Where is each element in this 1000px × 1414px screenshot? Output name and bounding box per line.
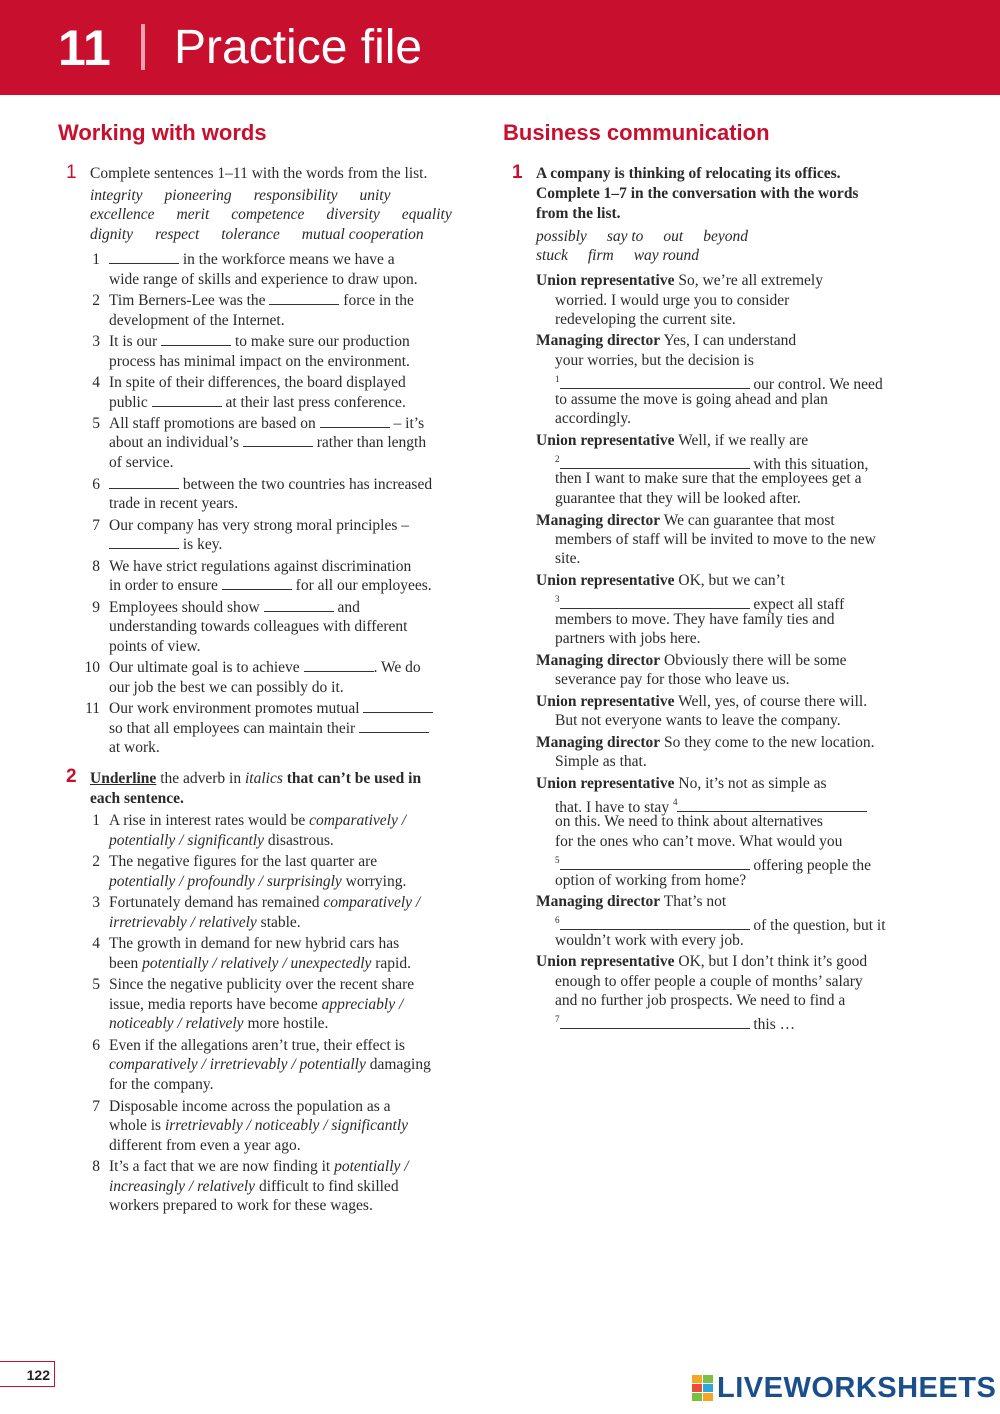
exercise-instruction: from the list. bbox=[536, 205, 621, 222]
speaker-label: Union representative bbox=[536, 775, 675, 792]
sentence-line: We have strict regulations against discrimination bbox=[109, 558, 412, 575]
speaker-label: Union representative bbox=[536, 272, 675, 289]
sentence-line: in order to ensure for all our employees. bbox=[109, 577, 432, 594]
item-number: 4 bbox=[92, 935, 100, 952]
item-number: 3 bbox=[92, 894, 100, 911]
page-title: Practice file bbox=[174, 21, 423, 74]
sentence-line: In spite of their differences, the board displayed bbox=[109, 374, 406, 391]
header-divider bbox=[141, 24, 145, 70]
sentence-line: potentially / profoundly / surprisingly worrying. bbox=[109, 873, 407, 890]
answer-blank[interactable] bbox=[560, 376, 750, 389]
liveworksheets-logo bbox=[692, 1372, 996, 1404]
sentence-line: Disposable income across the population as a bbox=[109, 1098, 391, 1115]
dialogue-line: wouldn’t work with every job. bbox=[555, 932, 744, 949]
sentence-line: Fortunately demand has remained comparatively / bbox=[109, 894, 421, 911]
word-item: say to bbox=[606, 228, 644, 245]
dialogue-line: $^1$ our control. We need bbox=[555, 374, 883, 393]
exercise-instruction: Underline the adverb in italics that can’t be used in bbox=[90, 770, 422, 787]
dialogue-line: severance pay for those who leave us. bbox=[555, 671, 790, 688]
sentence-line: Even if the allegations aren’t true, their effect is bbox=[109, 1037, 405, 1054]
dialogue-line: enough to offer people a couple of months’ salary bbox=[555, 973, 863, 990]
sentence-line: It is our to make sure our production bbox=[109, 333, 410, 350]
exercise-instruction: Complete sentences 1–11 with the words from the list. bbox=[90, 165, 428, 182]
answer-blank[interactable] bbox=[269, 292, 339, 305]
sentence-line: at work. bbox=[109, 739, 160, 756]
sentence-line: process has minimal impact on the environment. bbox=[109, 353, 410, 370]
page-header bbox=[0, 0, 1000, 95]
answer-blank[interactable] bbox=[320, 415, 390, 428]
word-list bbox=[536, 246, 699, 266]
item-number: 5 bbox=[92, 415, 100, 432]
sentence-line: issue, media reports have become appreciably / bbox=[109, 996, 404, 1013]
item-number: 1 bbox=[92, 251, 100, 268]
liveworksheets-icon bbox=[692, 1375, 713, 1401]
item-number: 5 bbox=[92, 976, 100, 993]
sentence-line: comparatively / irretrievably / potentially damaging bbox=[109, 1056, 431, 1073]
sentence-line: Since the negative publicity over the recent share bbox=[109, 976, 415, 993]
dialogue-line: on this. We need to think about alternatives bbox=[555, 813, 823, 830]
word-item: equality bbox=[401, 206, 452, 223]
sentence-line: All staff promotions are based on – it’s bbox=[109, 415, 425, 432]
item-number: 6 bbox=[92, 1037, 100, 1054]
dialogue-line: and no further job prospects. We need to find a bbox=[555, 992, 846, 1009]
dialogue-line: your worries, but the decision is bbox=[555, 352, 754, 369]
answer-blank[interactable] bbox=[359, 720, 429, 733]
sentence-line: is key. bbox=[109, 535, 222, 555]
answer-blank[interactable] bbox=[152, 394, 222, 407]
item-number: 7 bbox=[92, 517, 100, 534]
item-number: 2 bbox=[92, 292, 100, 309]
dialogue-line: to assume the move is going ahead and plan bbox=[555, 391, 828, 408]
dialogue-line: Managing director Obviously there will be some bbox=[536, 652, 847, 669]
word-item: excellence bbox=[90, 206, 155, 223]
dialogue-line: Union representative Well, yes, of course there will. bbox=[536, 693, 868, 710]
dialogue-line: Union representative Well, if we really are bbox=[536, 432, 809, 449]
word-item: diversity bbox=[326, 206, 380, 223]
answer-blank[interactable] bbox=[222, 577, 292, 590]
unit-number: 11 bbox=[58, 20, 111, 76]
sentence-line: wide range of skills and experience to draw upon. bbox=[109, 271, 418, 288]
sentence-line: Our ultimate goal is to achieve . We do bbox=[109, 659, 421, 676]
speaker-label: Managing director bbox=[536, 512, 661, 529]
answer-blank[interactable] bbox=[109, 536, 179, 549]
speaker-label: Managing director bbox=[536, 332, 661, 349]
dialogue-line: site. bbox=[555, 550, 581, 567]
page-number: 122 bbox=[0, 1361, 55, 1387]
item-number: 11 bbox=[85, 700, 100, 717]
word-item: mutual cooperation bbox=[301, 226, 424, 243]
dialogue-line: worried. I would urge you to consider bbox=[555, 292, 790, 309]
item-number: 1 bbox=[92, 812, 100, 829]
word-item: stuck bbox=[536, 247, 568, 264]
answer-blank[interactable] bbox=[304, 659, 374, 672]
word-list bbox=[90, 225, 424, 245]
sentence-line: understanding towards colleagues with different bbox=[109, 618, 408, 635]
speaker-label: Managing director bbox=[536, 734, 661, 751]
sentence-line: potentially / significantly disastrous. bbox=[109, 832, 334, 849]
sentence-line: been potentially / relatively / unexpectedly rapid. bbox=[109, 955, 411, 972]
answer-blank[interactable] bbox=[363, 700, 433, 713]
dialogue-line: for the ones who can’t move. What would you bbox=[555, 833, 843, 850]
dialogue-line: then I want to make sure that the employees get a bbox=[555, 470, 862, 487]
dialogue-line: Union representative OK, but we can’t bbox=[536, 572, 785, 589]
speaker-label: Union representative bbox=[536, 953, 675, 970]
word-list bbox=[90, 205, 452, 225]
adverb-options[interactable]: appreciably / bbox=[321, 996, 404, 1013]
answer-blank[interactable] bbox=[560, 917, 750, 930]
dialogue-line: $^2$ with this situation, bbox=[555, 454, 869, 473]
adverb-options[interactable]: noticeably / relatively bbox=[109, 1015, 244, 1032]
sentence-line: our job the best we can possibly do it. bbox=[109, 679, 344, 696]
word-item: out bbox=[663, 228, 684, 245]
item-number: 8 bbox=[92, 558, 100, 575]
dialogue-line: Managing director Yes, I can understand bbox=[536, 332, 797, 349]
section-title-working-with-words: Working with words bbox=[58, 120, 267, 145]
dialogue-line: redeveloping the current site. bbox=[555, 311, 736, 328]
adverb-options[interactable]: potentially / significantly bbox=[109, 832, 264, 849]
adverb-options[interactable]: potentially / profoundly / surprisingly bbox=[109, 873, 342, 890]
section-title-business-communication: Business communication bbox=[503, 120, 770, 145]
sentence-line: of service. bbox=[109, 454, 174, 471]
dialogue-line: Union representative No, it’s not as simple as bbox=[536, 775, 827, 792]
sentence-line: in the workforce means we have a bbox=[109, 250, 395, 270]
liveworksheets-brand: LIVEWORKSHEETS bbox=[717, 1371, 997, 1404]
speaker-label: Union representative bbox=[536, 432, 675, 449]
answer-blank[interactable] bbox=[243, 434, 313, 447]
adverb-options[interactable]: increasingly / relatively bbox=[109, 1178, 256, 1195]
exercise-number: 2 bbox=[66, 766, 77, 787]
answer-blank[interactable] bbox=[161, 333, 231, 346]
word-item: responsibility bbox=[253, 187, 338, 204]
exercise-number: 1 bbox=[66, 162, 77, 183]
sentence-line: trade in recent years. bbox=[109, 495, 239, 512]
dialogue-line: members of staff will be invited to move to the new bbox=[555, 531, 876, 548]
exercise-instruction: each sentence. bbox=[90, 790, 184, 807]
sentence-line: Our work environment promotes mutual bbox=[109, 699, 433, 719]
word-item: unity bbox=[359, 187, 391, 204]
sentence-line: development of the Internet. bbox=[109, 312, 285, 329]
word-item: firm bbox=[587, 247, 614, 264]
item-number: 9 bbox=[92, 599, 100, 616]
speaker-label: Union representative bbox=[536, 572, 675, 589]
dialogue-line: guarantee that they will be looked after. bbox=[555, 490, 801, 507]
dialogue-line: partners with jobs here. bbox=[555, 630, 701, 647]
dialogue-line: that. I have to stay $^4$ bbox=[555, 793, 867, 818]
item-number: 4 bbox=[92, 374, 100, 391]
item-number: 6 bbox=[92, 476, 100, 493]
sentence-line: It’s a fact that we are now finding it potentially / bbox=[109, 1158, 409, 1175]
dialogue-line: accordingly. bbox=[555, 410, 632, 427]
speaker-label: Union representative bbox=[536, 693, 675, 710]
adverb-options[interactable]: irretrievably / noticeably / significantly bbox=[164, 1117, 409, 1134]
item-number: 2 bbox=[92, 853, 100, 870]
word-item: respect bbox=[155, 226, 200, 243]
dialogue-line: $^7$ this … bbox=[555, 1014, 796, 1033]
dialogue-line: Managing director So they come to the new location. bbox=[536, 734, 875, 751]
sentence-line: public at their last press conference. bbox=[109, 394, 406, 411]
speaker-label: Managing director bbox=[536, 652, 661, 669]
sentence-line: so that all employees can maintain their bbox=[109, 719, 429, 739]
word-list bbox=[536, 227, 748, 247]
exercise-instruction: A company is thinking of relocating its offices. bbox=[536, 165, 841, 182]
sentence-line: The growth in demand for new hybrid cars has bbox=[109, 935, 400, 952]
dialogue-line: But not everyone wants to leave the company. bbox=[555, 712, 841, 729]
word-item: competence bbox=[231, 206, 305, 223]
sentence-line: different from even a year ago. bbox=[109, 1137, 301, 1154]
answer-blank[interactable] bbox=[560, 857, 750, 870]
answer-blank[interactable] bbox=[109, 251, 179, 264]
word-item: way round bbox=[633, 247, 700, 264]
sentence-line: irretrievably / relatively stable. bbox=[109, 914, 301, 931]
adverb-options[interactable]: irretrievably / relatively bbox=[109, 914, 257, 931]
dialogue-line: members to move. They have family ties and bbox=[555, 611, 835, 628]
adverb-options[interactable]: potentially / bbox=[334, 1158, 409, 1175]
sentence-line: for the company. bbox=[109, 1076, 214, 1093]
word-item: possibly bbox=[536, 228, 587, 245]
item-number: 3 bbox=[92, 333, 100, 350]
exercise-instruction: Complete 1–7 in the conversation with the words bbox=[536, 185, 859, 202]
dialogue-line: $^6$ of the question, but it bbox=[555, 915, 886, 934]
word-item: dignity bbox=[90, 226, 134, 243]
word-item: merit bbox=[176, 206, 210, 223]
answer-blank[interactable] bbox=[560, 1016, 750, 1029]
sentence-line: Our company has very strong moral principles – bbox=[109, 517, 410, 534]
dialogue-line: Managing director That’s not bbox=[536, 893, 727, 910]
speaker-label: Managing director bbox=[536, 893, 661, 910]
sentence-line: workers prepared to work for these wages. bbox=[109, 1197, 373, 1214]
adverb-options[interactable]: comparatively / irretrievably / potentially bbox=[109, 1056, 366, 1073]
adverb-options[interactable]: comparatively / bbox=[323, 894, 421, 911]
adverb-options[interactable]: comparatively / bbox=[309, 812, 407, 829]
answer-blank[interactable] bbox=[560, 596, 750, 609]
word-item: integrity bbox=[90, 187, 143, 204]
sentence-line: noticeably / relatively more hostile. bbox=[109, 1015, 329, 1032]
sentence-line: increasingly / relatively difficult to find skilled bbox=[109, 1178, 399, 1195]
answer-blank[interactable] bbox=[264, 599, 334, 612]
word-item: pioneering bbox=[164, 187, 232, 204]
sentence-line: Employees should show and bbox=[109, 599, 360, 616]
sentence-line: between the two countries has increased bbox=[109, 475, 432, 495]
sentence-line: about an individual’s rather than length bbox=[109, 434, 427, 451]
word-list bbox=[90, 186, 391, 206]
item-number: 8 bbox=[92, 1158, 100, 1175]
adverb-options[interactable]: potentially / relatively / unexpectedly bbox=[142, 955, 372, 972]
dialogue-line: Simple as that. bbox=[555, 753, 647, 770]
dialogue-line: $^3$ expect all staff bbox=[555, 594, 845, 613]
word-item: tolerance bbox=[221, 226, 280, 243]
answer-blank[interactable] bbox=[677, 799, 867, 812]
item-number: 7 bbox=[92, 1098, 100, 1115]
item-number: 10 bbox=[84, 659, 100, 676]
answer-blank[interactable] bbox=[560, 456, 750, 469]
sentence-line: points of view. bbox=[109, 638, 201, 655]
dialogue-line: Managing director We can guarantee that most bbox=[536, 512, 835, 529]
dialogue-line: Union representative OK, but I don’t think it’s good bbox=[536, 953, 868, 970]
sentence-line: A rise in interest rates would be comparatively / bbox=[109, 812, 407, 829]
dialogue-line: $^5$ offering people the bbox=[555, 855, 872, 874]
sentence-line: The negative figures for the last quarter are bbox=[109, 853, 378, 870]
sentence-line: whole is irretrievably / noticeably / significantly bbox=[109, 1117, 409, 1134]
answer-blank[interactable] bbox=[109, 476, 179, 489]
word-item: beyond bbox=[703, 228, 748, 245]
dialogue-line: option of working from home? bbox=[555, 872, 747, 889]
exercise-number: 1 bbox=[512, 162, 523, 183]
dialogue-line: Union representative So, we’re all extremely bbox=[536, 272, 823, 289]
sentence-line: Tim Berners-Lee was the force in the bbox=[109, 292, 414, 309]
